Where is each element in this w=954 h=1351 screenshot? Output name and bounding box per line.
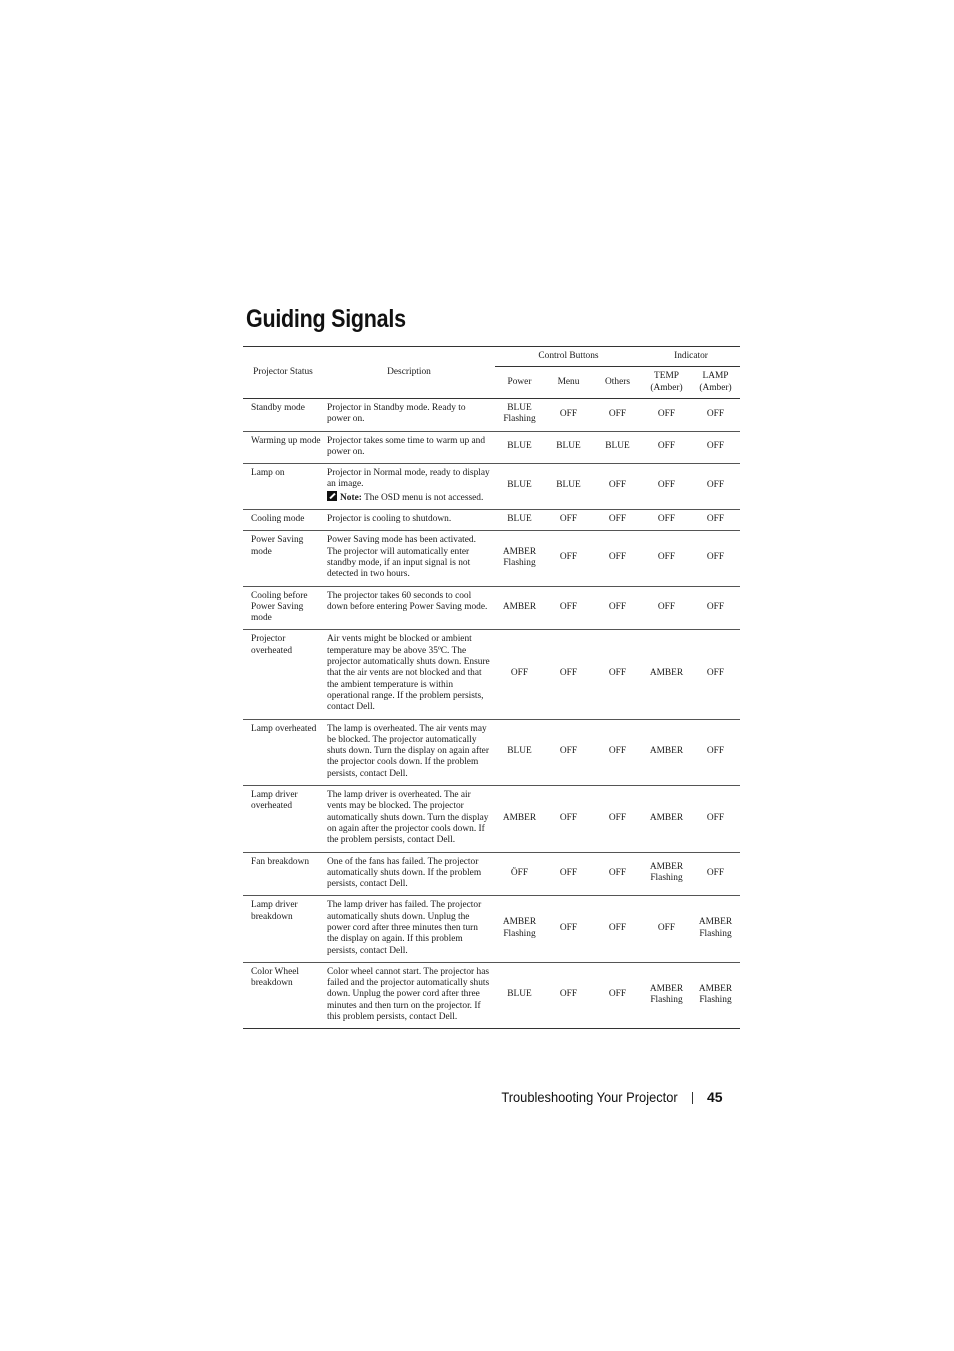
cell-menu: OFF [544, 399, 593, 432]
cell-others: OFF [593, 464, 642, 510]
cell-status: Lamp overheated [243, 719, 323, 785]
cell-temp: OFF [642, 399, 691, 432]
footer-divider [692, 1092, 693, 1104]
cell-menu: OFF [544, 719, 593, 785]
cell-others: OFF [593, 852, 642, 896]
table-row [243, 586, 740, 630]
cell-power: BLUE Flashing [495, 399, 544, 432]
cell-temp: OFF [642, 510, 691, 531]
cell-description: The lamp driver has failed. The projector automatically shuts down. Unplug the power cord after three minutes then turn the display on again. If this problem persists, contact Dell. [323, 896, 495, 962]
note-text: The OSD menu is not accessed. [364, 492, 484, 503]
cell-lamp: OFF [691, 531, 740, 586]
cell-description: Power Saving mode has been activated. The projector will automatically enter standby mode, if an input signal is not detected in two hours. [323, 531, 495, 586]
cell-temp: OFF [642, 464, 691, 510]
cell-status: Standby mode [243, 399, 323, 432]
cell-lamp: OFF [691, 719, 740, 785]
cell-description: Projector in Standby mode. Ready to power on. [323, 399, 495, 432]
table-row [243, 431, 740, 464]
cell-menu: OFF [544, 510, 593, 531]
cell-status: Lamp on [243, 464, 323, 510]
page-footer [0, 1089, 954, 1109]
cell-power: AMBER [495, 786, 544, 852]
cell-others: OFF [593, 719, 642, 785]
guiding-signals-table [243, 346, 740, 1029]
cell-lamp: OFF [691, 431, 740, 464]
cell-power: OFF [495, 630, 544, 719]
cell-temp: OFF [642, 531, 691, 586]
note [327, 491, 491, 504]
cell-power: BLUE [507, 989, 532, 1000]
cell-description: Projector takes some time to warm up and power on. [323, 431, 495, 464]
table-row [243, 531, 740, 586]
cell-temp: OFF [642, 896, 691, 962]
cell-description: The projector takes 60 seconds to cool down before entering Power Saving mode. [323, 586, 495, 630]
cell-temp: OFF [642, 431, 691, 464]
cell-power: AMBER [495, 586, 544, 630]
table-row [243, 630, 740, 719]
cell-status: Cooling mode [243, 510, 323, 531]
cell-description: Color wheel cannot start. The projector has failed and the projector automatically shuts down. Unplug the power cord after three minutes and then turn on the projector. If this problem persists, contact Dell. [327, 966, 490, 1023]
cell-others: OFF [593, 399, 642, 432]
table-row [243, 719, 740, 785]
cell-others: BLUE [593, 431, 642, 464]
header-projector-status: Projector Status [243, 347, 323, 399]
cell-power: AMBER Flashing [495, 896, 544, 962]
header-temp: TEMP (Amber) [642, 367, 691, 399]
cell-status: Warming up mode [243, 431, 323, 464]
table-row [243, 852, 740, 896]
cell-temp: AMBER [642, 786, 691, 852]
cell-menu: BLUE [544, 464, 593, 510]
table-row [243, 962, 740, 1028]
table-row [243, 896, 740, 962]
cell-lamp: AMBER Flashing [698, 983, 733, 1006]
header-menu: Menu [544, 367, 593, 399]
cell-others: OFF [593, 786, 642, 852]
description-text: Projector in Normal mode, ready to display an image. [327, 468, 490, 490]
cell-temp: AMBER Flashing [649, 983, 684, 1006]
cell-menu: OFF [559, 989, 578, 1000]
cell-menu: OFF [544, 531, 593, 586]
cell-power: AMBER Flashing [495, 531, 544, 586]
cell-status: Fan breakdown [243, 852, 323, 896]
table-row [243, 510, 740, 531]
cell-temp: AMBER [642, 630, 691, 719]
header-indicator: Indicator [642, 347, 740, 367]
cell-lamp: OFF [691, 630, 740, 719]
cell-power: ÖFF [495, 852, 544, 896]
table-row [243, 399, 740, 432]
header-control-buttons: Control Buttons [495, 347, 642, 367]
cell-others: OFF [593, 630, 642, 719]
cell-menu: OFF [544, 586, 593, 630]
cell-description: The lamp is overheated. The air vents may be blocked. The projector automatically shuts down. Turn the display on again after the projector cools down. If the problem persists, contact Dell. [323, 719, 495, 785]
cell-lamp: OFF [691, 852, 740, 896]
table-row [243, 786, 740, 852]
cell-status: Color Wheel breakdown [251, 966, 299, 989]
page-title: Guiding Signals [246, 305, 406, 333]
cell-others: OFF [608, 989, 627, 1000]
cell-lamp: OFF [691, 464, 740, 510]
cell-status: Projector overheated [243, 630, 323, 719]
table-row [243, 464, 740, 510]
cell-menu: OFF [544, 786, 593, 852]
cell-menu: OFF [544, 852, 593, 896]
cell-temp: AMBER [642, 719, 691, 785]
cell-power: BLUE [495, 464, 544, 510]
cell-lamp: OFF [691, 510, 740, 531]
cell-menu: BLUE [544, 431, 593, 464]
note-label: Note: [340, 492, 362, 503]
cell-power: BLUE [495, 719, 544, 785]
cell-lamp: AMBER Flashing [691, 896, 740, 962]
cell-lamp: OFF [691, 586, 740, 630]
footer-section-title: Troubleshooting Your Projector [501, 1089, 678, 1105]
cell-temp: AMBER Flashing [642, 852, 691, 896]
cell-description: The lamp driver is overheated. The air vents may be blocked. The projector automatically shuts down. Turn the display on again after the projector cools down. If the problem persists, contact Dell. [323, 786, 495, 852]
note-icon [327, 491, 337, 501]
cell-description [323, 464, 495, 510]
cell-description: Projector is cooling to shutdown. [323, 510, 495, 531]
cell-menu: OFF [544, 630, 593, 719]
cell-status: Lamp driver breakdown [243, 896, 323, 962]
cell-menu: OFF [544, 896, 593, 962]
cell-others: OFF [593, 510, 642, 531]
cell-lamp: OFF [691, 399, 740, 432]
header-others: Others [593, 367, 642, 399]
cell-status: Lamp driver overheated [243, 786, 323, 852]
cell-power: BLUE [495, 510, 544, 531]
header-description: Description [323, 347, 495, 399]
cell-description: Air vents might be blocked or ambient temperature may be above 35ºC. The projector automatically shuts down. Ensure that the air vents are not blocked and that the ambient temperature is within operational range. If the problem persists, contact Dell. [323, 630, 495, 719]
cell-status: Cooling before Power Saving mode [243, 586, 323, 630]
cell-others: OFF [593, 531, 642, 586]
cell-others: OFF [593, 896, 642, 962]
page-number: 45 [707, 1089, 723, 1105]
cell-others: OFF [593, 586, 642, 630]
header-power: Power [495, 367, 544, 399]
header-lamp: LAMP (Amber) [691, 367, 740, 399]
cell-lamp: OFF [691, 786, 740, 852]
cell-status: Power Saving mode [243, 531, 323, 586]
cell-temp: OFF [642, 586, 691, 630]
cell-power: BLUE [495, 431, 544, 464]
cell-description: One of the fans has failed. The projector automatically shuts down. If the problem persists, contact Dell. [323, 852, 495, 896]
